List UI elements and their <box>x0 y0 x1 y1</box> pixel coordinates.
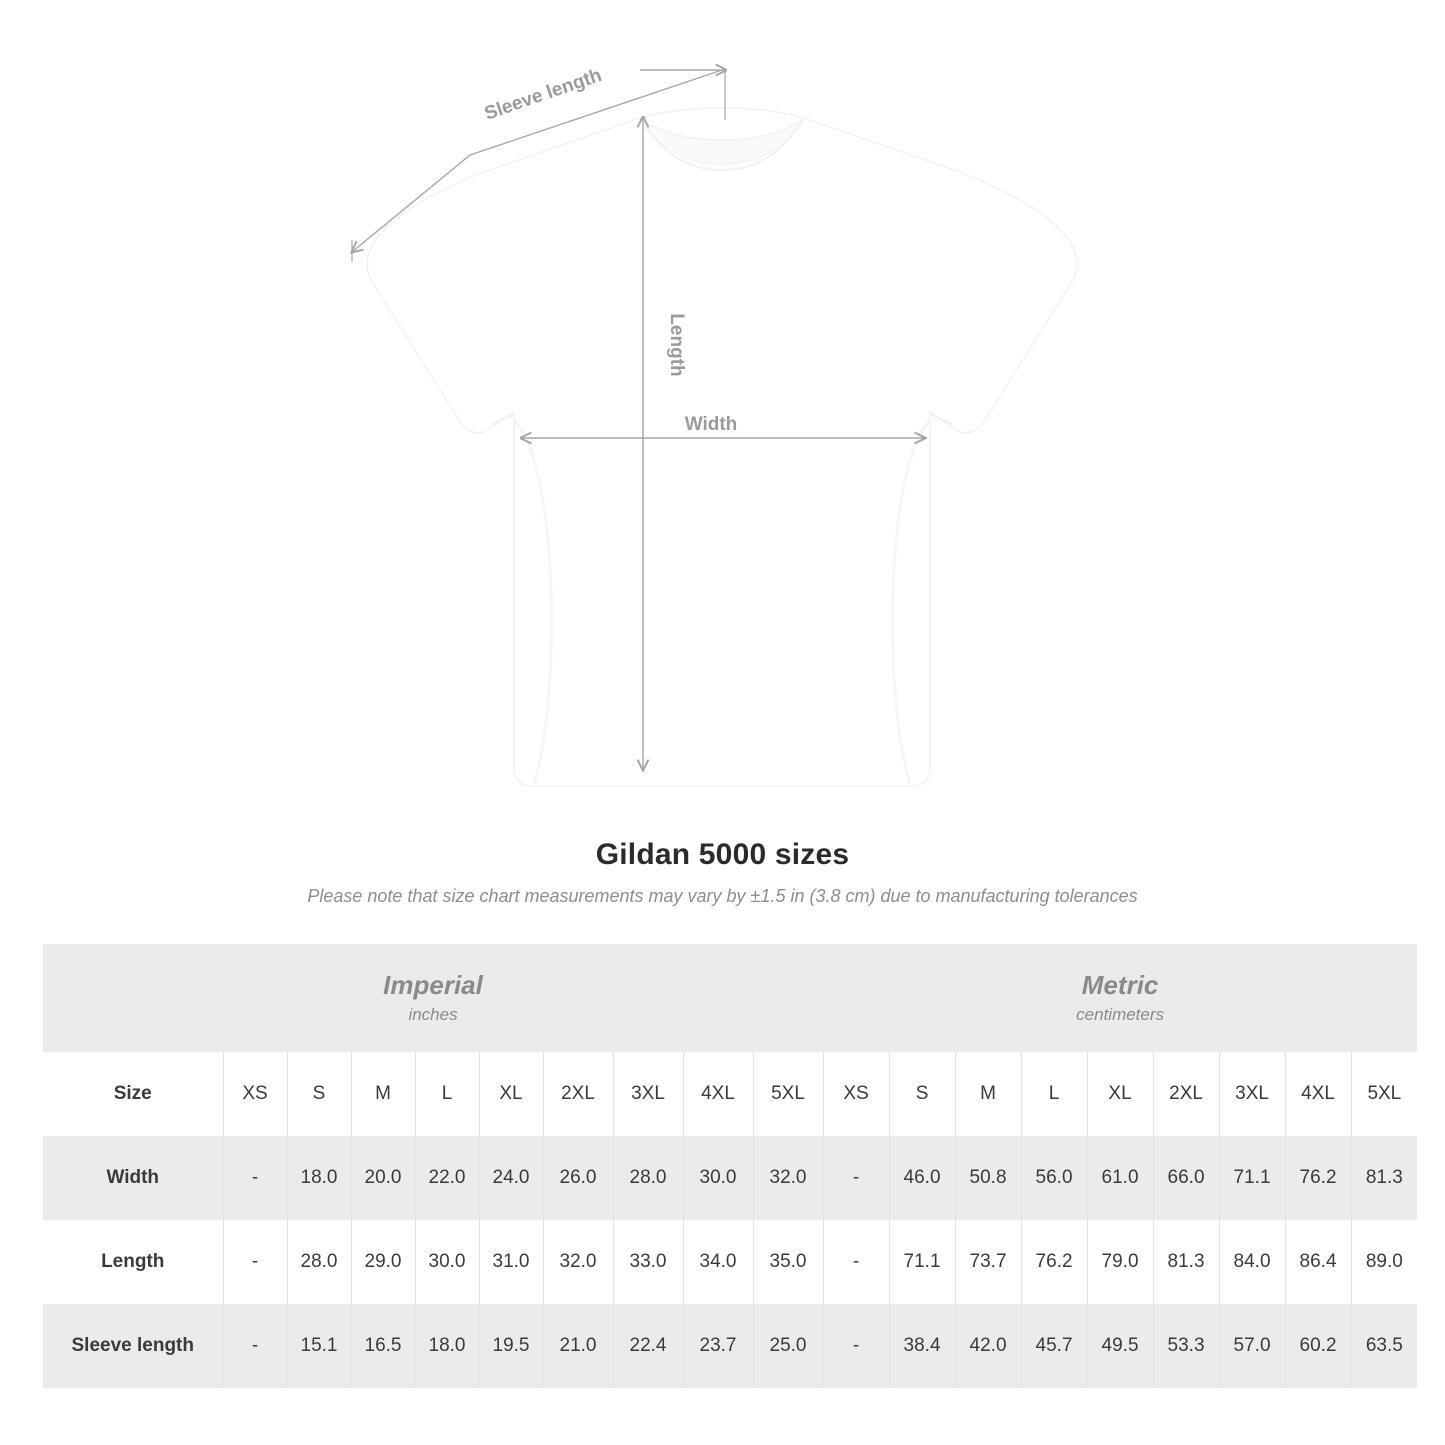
page-title: Gildan 5000 sizes <box>595 838 850 871</box>
cell-width-metric-xs: - <box>823 1136 889 1220</box>
cell-width-imperial-s: 18.0 <box>287 1136 351 1220</box>
cell-sleeve-imperial-2xl: 21.0 <box>543 1304 613 1388</box>
cell-sleeve-imperial-xs: - <box>223 1304 287 1388</box>
cell-sleeve-metric-5xl: 63.5 <box>1351 1304 1417 1388</box>
unit-metric-sub: centimeters <box>1076 1004 1165 1024</box>
cell-length-metric-5xl: 89.0 <box>1351 1220 1417 1304</box>
cell-length-imperial-5xl: 35.0 <box>753 1220 823 1304</box>
unit-metric-cell <box>823 944 1417 1052</box>
size-header-imperial-3xl: 3XL <box>613 1052 683 1136</box>
cell-width-metric-m: 50.8 <box>955 1136 1021 1220</box>
size-header-imperial-xl: XL <box>479 1052 543 1136</box>
cell-sleeve-imperial-3xl: 22.4 <box>613 1304 683 1388</box>
width-label <box>685 414 738 435</box>
cell-sleeve-imperial-5xl: 25.0 <box>753 1304 823 1388</box>
size-header-imperial-m: M <box>351 1052 415 1136</box>
size-table-wrapper <box>43 944 1403 1388</box>
size-header-metric-m: M <box>955 1052 1021 1136</box>
cell-length-metric-s: 71.1 <box>889 1220 955 1304</box>
cell-width-metric-3xl: 71.1 <box>1219 1136 1285 1220</box>
cell-length-imperial-xl: 31.0 <box>479 1220 543 1304</box>
cell-length-imperial-s: 28.0 <box>287 1220 351 1304</box>
size-header-imperial-2xl: 2XL <box>543 1052 613 1136</box>
size-header-imperial-5xl: 5XL <box>753 1052 823 1136</box>
cell-sleeve-metric-s: 38.4 <box>889 1304 955 1388</box>
size-label-cell: Size <box>43 1052 223 1136</box>
chart-title-block <box>0 838 1445 907</box>
unit-metric-name: Metric <box>1081 970 1159 1001</box>
cell-length-metric-xs: - <box>823 1220 889 1304</box>
cell-width-imperial-l: 22.0 <box>415 1136 479 1220</box>
svg-text:Length: Length <box>666 313 687 377</box>
cell-width-metric-4xl: 76.2 <box>1285 1136 1351 1220</box>
cell-sleeve-metric-4xl: 60.2 <box>1285 1304 1351 1388</box>
cell-width-imperial-m: 20.0 <box>351 1136 415 1220</box>
cell-sleeve-imperial-l: 18.0 <box>415 1304 479 1388</box>
cell-length-metric-m: 73.7 <box>955 1220 1021 1304</box>
cell-length-imperial-2xl: 32.0 <box>543 1220 613 1304</box>
cell-width-imperial-5xl: 32.0 <box>753 1136 823 1220</box>
svg-text:Sleeve length: Sleeve length <box>481 64 605 125</box>
cell-sleeve-imperial-xl: 19.5 <box>479 1304 543 1388</box>
table-row <box>43 1220 1417 1304</box>
tshirt-illustration <box>367 108 1077 786</box>
size-header-metric-s: S <box>889 1052 955 1136</box>
cell-sleeve-imperial-m: 16.5 <box>351 1304 415 1388</box>
table-row <box>43 1304 1417 1388</box>
size-header-imperial-4xl: 4XL <box>683 1052 753 1136</box>
size-header-metric-2xl: 2XL <box>1153 1052 1219 1136</box>
cell-length-imperial-xs: - <box>223 1220 287 1304</box>
cell-width-metric-2xl: 66.0 <box>1153 1136 1219 1220</box>
cell-width-imperial-4xl: 30.0 <box>683 1136 753 1220</box>
cell-length-metric-2xl: 81.3 <box>1153 1220 1219 1304</box>
size-header-metric-xl: XL <box>1087 1052 1153 1136</box>
tolerance-note: Please note that size chart measurements may vary by ±1.5 in (3.8 cm) due to manufacturing tolerances <box>307 886 1138 906</box>
cell-width-metric-5xl: 81.3 <box>1351 1136 1417 1220</box>
size-header-metric-3xl: 3XL <box>1219 1052 1285 1136</box>
cell-sleeve-metric-2xl: 53.3 <box>1153 1304 1219 1388</box>
length-label <box>666 313 687 376</box>
cell-length-imperial-4xl: 34.0 <box>683 1220 753 1304</box>
cell-width-metric-xl: 61.0 <box>1087 1136 1153 1220</box>
cell-length-imperial-l: 30.0 <box>415 1220 479 1304</box>
size-header-imperial-s: S <box>287 1052 351 1136</box>
cell-length-imperial-m: 29.0 <box>351 1220 415 1304</box>
size-header-metric-4xl: 4XL <box>1285 1052 1351 1136</box>
cell-sleeve-imperial-s: 15.1 <box>287 1304 351 1388</box>
cell-width-metric-s: 46.0 <box>889 1136 955 1220</box>
cell-width-imperial-3xl: 28.0 <box>613 1136 683 1220</box>
cell-width-metric-l: 56.0 <box>1021 1136 1087 1220</box>
row-label-length: Length <box>43 1220 223 1304</box>
cell-width-imperial-xl: 24.0 <box>479 1136 543 1220</box>
cell-sleeve-imperial-4xl: 23.7 <box>683 1304 753 1388</box>
unit-header-row <box>43 944 1417 1052</box>
cell-length-metric-4xl: 86.4 <box>1285 1220 1351 1304</box>
cell-sleeve-metric-xl: 49.5 <box>1087 1304 1153 1388</box>
size-header-metric-5xl: 5XL <box>1351 1052 1417 1136</box>
cell-sleeve-metric-3xl: 57.0 <box>1219 1304 1285 1388</box>
unit-imperial-cell <box>43 944 823 1052</box>
size-table <box>43 944 1417 1388</box>
cell-sleeve-metric-m: 42.0 <box>955 1304 1021 1388</box>
cell-sleeve-metric-l: 45.7 <box>1021 1304 1087 1388</box>
sleeve-length-label <box>470 55 620 125</box>
cell-length-metric-l: 76.2 <box>1021 1220 1087 1304</box>
cell-length-metric-3xl: 84.0 <box>1219 1220 1285 1304</box>
cell-length-metric-xl: 79.0 <box>1087 1220 1153 1304</box>
row-label-sleeve-length: Sleeve length <box>43 1304 223 1388</box>
size-header-metric-xs: XS <box>823 1052 889 1136</box>
unit-imperial-name: Imperial <box>383 970 483 1001</box>
row-label-width: Width <box>43 1136 223 1220</box>
cell-sleeve-metric-xs: - <box>823 1304 889 1388</box>
size-header-imperial-xs: XS <box>223 1052 287 1136</box>
size-header-metric-l: L <box>1021 1052 1087 1136</box>
cell-width-imperial-xs: - <box>223 1136 287 1220</box>
svg-text:Width: Width <box>684 414 738 435</box>
size-header-imperial-l: L <box>415 1052 479 1136</box>
table-row <box>43 1136 1417 1220</box>
cell-length-imperial-3xl: 33.0 <box>613 1220 683 1304</box>
size-header-row <box>43 1052 1417 1136</box>
cell-width-imperial-2xl: 26.0 <box>543 1136 613 1220</box>
unit-imperial-sub: inches <box>408 1004 458 1024</box>
